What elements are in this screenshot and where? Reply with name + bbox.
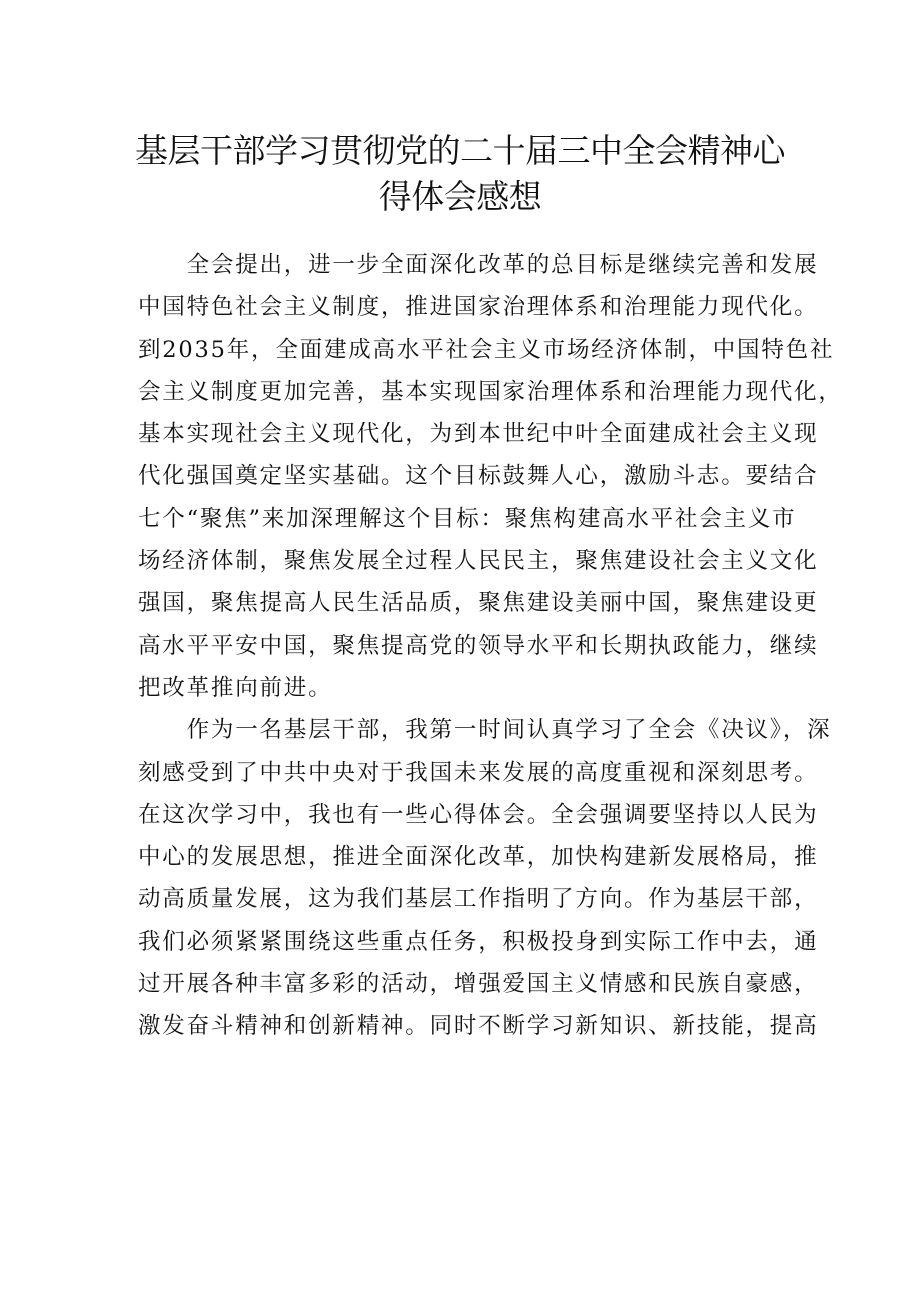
paragraph-2 [138,709,832,1047]
text-line: 中国特色社会主义制度，推进国家治理体系和治理能力现代化。 [138,294,819,321]
text-line: 七个“聚焦”来加深理解这个目标：聚焦构建高水平社会主义市 [138,505,797,532]
text-line: 场经济体制，聚焦发展全过程人民民主，聚焦建设社会主义文化 [138,548,819,575]
text-line: 把改革推向前进。 [138,674,333,701]
text-line: 作为一名基层干部，我第一时间认真学习了全会《决议》，深 [138,717,832,744]
text-line: 刻感受到了中共中央对于我国未来发展的高度重视和深刻思考。 [138,759,819,786]
text-line: 我们必须紧紧围绕这些重点任务，积极投身到实际工作中去，通 [138,928,819,955]
title-line: 基层干部学习贯彻党的二十届三中全会精神心 [135,131,785,170]
document-title [120,128,800,220]
title-line: 得体会感想 [378,177,542,216]
text-line: 动高质量发展，这为我们基层工作指明了方向。作为基层干部， [138,886,819,913]
text-line: 在这次学习中，我也有一些心得体会。全会强调要坚持以人民为 [138,801,819,828]
document-body [138,244,843,1048]
text-line: 代化强国奠定坚实基础。这个目标鼓舞人心，激励斗志。要结合 [138,463,819,490]
text-line: 过开展各种丰富多彩的活动，增强爱国主义情感和民族自豪感， [138,971,819,998]
text-line: 会主义制度更加完善，基本实现国家治理体系和治理能力现代化， [138,378,843,405]
text-line: 高水平平安中国，聚焦提高党的领导水平和长期执政能力，继续 [138,632,819,659]
text-line: 强国，聚焦提高人民生活品质，聚焦建设美丽中国，聚焦建设更 [138,590,819,617]
text-line: 激发奋斗精神和创新精神。同时不断学习新知识、新技能，提高 [138,1013,819,1040]
text-line: 到2035年，全面建成高水平社会主义市场经济体制，中国特色社 [138,336,835,363]
text-line: 中心的发展思想，推进全面深化改革，加快构建新发展格局，推 [138,844,819,871]
text-line: 全会提出，进一步全面深化改革的总目标是继续完善和发展 [138,252,819,278]
paragraph-1 [138,244,843,709]
text-line: 基本实现社会主义现代化，为到本世纪中叶全面建成社会主义现 [138,421,819,448]
